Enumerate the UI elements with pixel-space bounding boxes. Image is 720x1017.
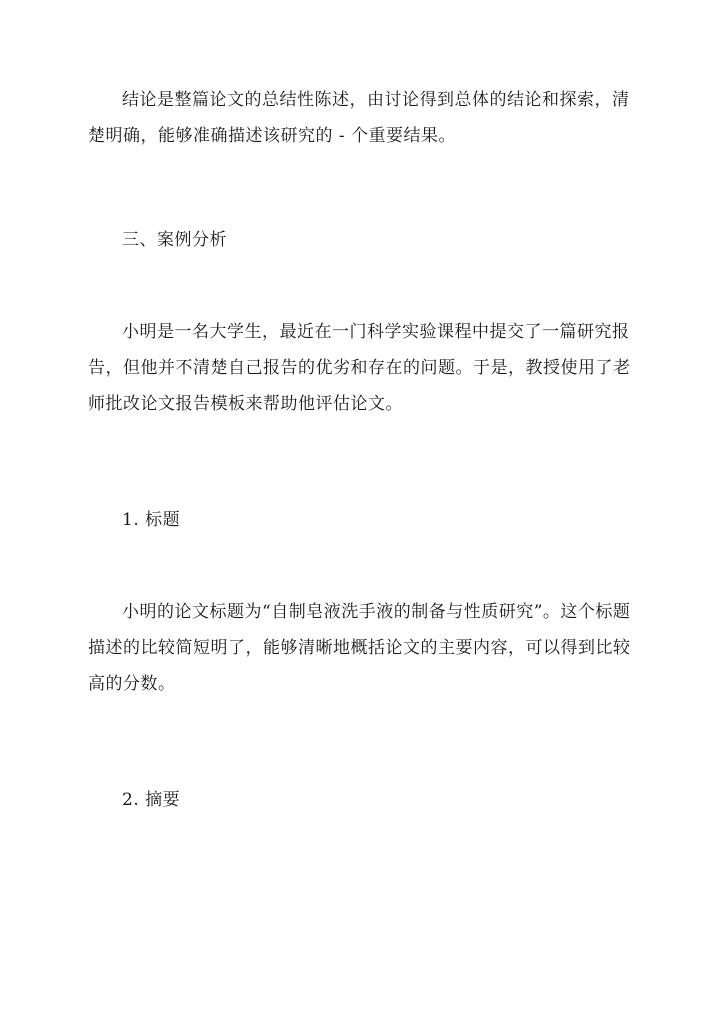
- conclusion-paragraph: 结论是整篇论文的总结性陈述，由讨论得到总体的结论和探索，清楚明确，能够准确描述该研究的 - 个重要结果。: [88, 90, 630, 146]
- subheading-abstract: 2. 摘要: [122, 790, 181, 810]
- case-intro-paragraph: 小明是一名大学生，最近在一门科学实验课程中提交了一篇研究报告，但他并不清楚自己报告的优劣和存在的问题。于是，教授使用了老师批改论文报告模板来帮助他评估论文。: [88, 322, 631, 414]
- title-evaluation-paragraph: 小明的论文标题为“自制皂液洗手液的制备与性质研究”。这个标题描述的比较简短明了，能够清晰地概括论文的主要内容，可以得到比较高的分数。: [88, 602, 631, 694]
- subheading-title: 1. 标题: [122, 510, 181, 530]
- section-heading-case-analysis: 三、案例分析: [122, 230, 227, 250]
